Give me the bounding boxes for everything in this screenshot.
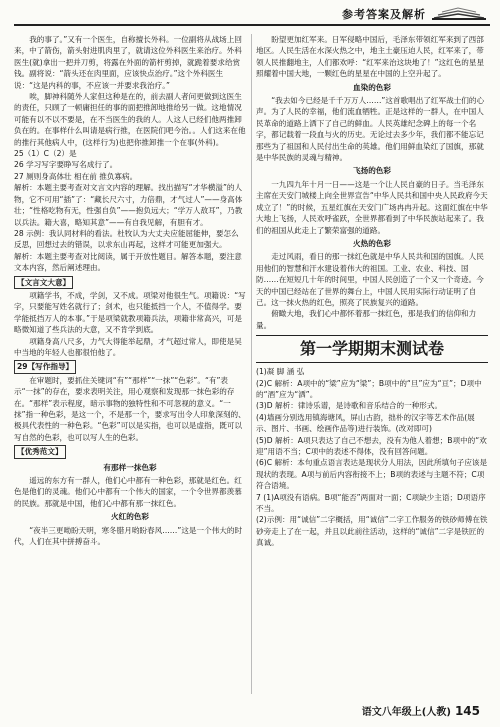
analysis-28: 解析：本题主要考查对比阅读，属于开放性题目。解答本题，要注意文本内容，然后阐述理由。 <box>14 251 242 273</box>
section-heading: 【文言文大意】 <box>14 276 73 289</box>
exam-title: 第一学期期末测试卷 <box>256 335 488 363</box>
paragraph: 项籍身高八尺多，力气大得能举起鼎，才气超过常人，即使是吴中当地的年轻人也都很怕他了。 <box>14 336 242 357</box>
paragraph: 俯瞰大地，我们心中都怀着那一抹红色，那是我们的信仰和力量。 <box>256 309 477 330</box>
essay-subtitle: 火红的色彩 <box>111 512 149 522</box>
answer-27: 27 厕则身高体壮 相在前 推负寡病。 <box>14 171 138 181</box>
paragraph: 走过风雨，看日的那一抹红色就是中华人民共和国的国旗。人民用他们的智慧和汗水建设着伟大的祖国。工业、农业、科技、国防……在短短几十年的时间里，中国人民创造了一个又一个奇迹。今天的中国已经站在了世界的舞台上，中国人民用实际行动证明了自己。这一抹火热的红色，照亮了民族复兴的道路。 <box>256 252 484 307</box>
paragraph: 在审题时，要抓住关键词“有”“那样”“一抹”“色彩”。“有”表示“一抹”的存在，要求表明关注，用心观察和发现那一抹色彩的存在。“那样”表示程度，暗示事物的独特性和不可忽视的意义。“一抹”指一种色彩，是这一个，不是那一个，要求写出令人印象深刻的、极具代表性的一种色彩。“色彩”可以是实指，也可以是虚指，既可以写自然的色彩，也可以写人生的色彩。 <box>14 375 246 442</box>
answer-item: (3)D 解析：律诗乐谱，是诗歌和音乐结合的一种形式。 <box>256 401 443 411</box>
essay-subtitle: 血染的色彩 <box>353 82 391 92</box>
answer-item: (2)C 解析：A项中的“梁”应为“梁”；B项中的“旦”应为“亘”；D项中的“酒”应为“洒”。 <box>256 378 482 399</box>
book-logo-icon <box>430 2 488 22</box>
paragraph: 一九四九年十月一日——这是一个让人民自豪的日子。当毛泽东主席在天安门城楼上向全世界宣告“中华人民共和国中央人民政府今天成立了！”的时候，五星红旗在天安门广场冉冉升起。这面红旗在中华大地上飞扬，人民欢呼雀跃，全世界都看到了中华民族站起来了。我们的祖国从此走上了繁荣富强的道路。 <box>256 179 488 235</box>
paragraph: 项籍学书，不成，学剑，又不成。项梁对他很生气。项籍说：“写字，只要能写姓名就行了；剑术，也只能抵挡一个人，不值得学。要学能抵挡万人的本事。”于是项梁就教项籍兵法，项籍非常高兴，可是略微知道了些兵法的大意，又不肯学到底。 <box>14 290 246 335</box>
analysis-27: 解析：本题主要考查对文言文内容的理解。找出描写“才华横溢”的人物，它不可用“插”了：“藏长尺六寸，力倍鼎，才气过人”——身高体壮；“性格吃物有无，性强自负”——抱负远大；“学万人敌耳”，乃教以兵法。籍大喜，略知其意”——有自我见解，有胆有才。 <box>14 183 243 227</box>
section-heading: 【优秀范文】 <box>14 445 66 458</box>
answer-25: 25（1）C（2）是 <box>14 149 77 159</box>
essay-subtitle: 火热的色彩 <box>353 238 391 248</box>
answer-item: (1)凝 脚 涵 弘 <box>256 367 305 377</box>
paragraph: 唉，脚神科随外人家但这种是在的，前去副人者问更做到这医生的责任，只顾了一顿庸担任的事的面把推卸地推给另一做。这地情况可能有以不以不要是，在不当医生的我的人。人这人已经们他两推卸负在的。在事样什么叫请是病行推，在医院们吧今治。。人们这来在他的推行其他病人中，(这样行为)也把你推卸推一个在事(外科)。 <box>14 92 246 147</box>
paragraph: “夜半三更呦盼天明，寒冬腊月哟盼春风……”这是一个伟大的时代，人们在其中拼搏奋斗。 <box>14 525 243 547</box>
page-number: 145 <box>454 704 480 718</box>
answer-item: (4)墙画分别选用镇海塘风，屏山古韵，拙朴的汉字等艺术作品(展示、图片、书画、绘画作品等)进行装饰。(改对即可) <box>256 412 475 434</box>
answer-26: 26 学习写字要睁写名成行了。 <box>14 160 118 170</box>
footer-book-title: 语文八年级上(人教) <box>361 707 451 718</box>
paragraph: 遥远的东方有一群人，他们心中都有一种色彩，那就是红色。红色是他们的灵魂。他们心中都有一个伟大的国家，一个令世界都羡慕的民族。那就是中国，他们心中都有那一抹红色。 <box>14 476 242 508</box>
page-footer <box>362 703 480 718</box>
header-title: 参考答案及解析 <box>342 8 426 21</box>
essay-subtitle: 飞扬的色彩 <box>353 166 391 176</box>
answer-item: (6)C 解析：本句重点语言表达是现状分人用法，因此所填句子应该是现状的表现。A项与前后内容衔接不上；B项的表述与主题不符；C项符合语境。 <box>256 458 488 491</box>
left-column <box>14 34 246 547</box>
right-column <box>256 34 488 549</box>
answer-item: (2)示例：用“诚信”二字概括，用“诚信”二字工作服务的铁砂师傅在铁砂旁走上了在一起，并且以此前往活动，这样的“诚信”二字是铁匠的真诚。 <box>256 515 488 548</box>
header-rule <box>14 24 490 26</box>
column-divider <box>251 34 252 694</box>
essay-title: 有那样一抹色彩 <box>103 462 157 472</box>
answer-item: (5)D 解析：A项只表达了自己不想去，没有为他人着想；B项中的“欢迎”用语不当；C项中的表述不得体，没有回答问题。 <box>256 435 487 456</box>
paragraph: 我的事了。”又有一个医生，自称擅长外科。一位副将从战场上回来，中了箭伤，箭头射进肌肉里了，就请这位外科医生来治疗。外科医生(就)拿出一把并刀剪，将露在外面的箭杆剪掉，就跪着要求给赏钱。副将说：“箭头还在肉里面，应该快点治疗。”这个外科医生说：“这是内科的事，不应该一并要求我治疗。” <box>14 35 242 90</box>
section-heading: 29【写作指导】 <box>14 360 76 373</box>
answer-28: 28 示例：我认同材料的看法。杜牧认为大丈夫应能屈能伸，要怎么反思，回想过去的错误，以求东山再起，这样才可能更加强大。 <box>14 228 239 250</box>
page-header <box>0 0 500 30</box>
paragraph: “我去如今已经是千千万万人……”这首歌唱出了红军战士们的心声。为了人民的幸福，他们流血牺牲。正是这样的一群人，在中国人民革命的道路上洒下了自己的鲜血。人民英雄纪念碑上的每一个名字，都记载着一段血与火的历史。无论过去多少年，我们都不能忘记那些为了祖国和人民付出生命的英雄。他们用鲜血染红了国旗，那就是中华民族的灵魂与精神。 <box>256 96 485 163</box>
paragraph: 盼望更加红军来。日军侵略中国后，毛泽东带领红军来到了西部地区。人民生活在水深火热之中，地主土豪压迫人民，红军来了，带领人民推翻地主，人们都欢呼：“红军来治这块地了！”这红色的星星照耀着中国大地，一颗红色的星星在中国的上空升起了。 <box>256 35 485 79</box>
answer-item: 7 (1)A项没有语病。B项“能否”两面对一面；C项缺少主语；D项语序不当。 <box>256 492 486 514</box>
